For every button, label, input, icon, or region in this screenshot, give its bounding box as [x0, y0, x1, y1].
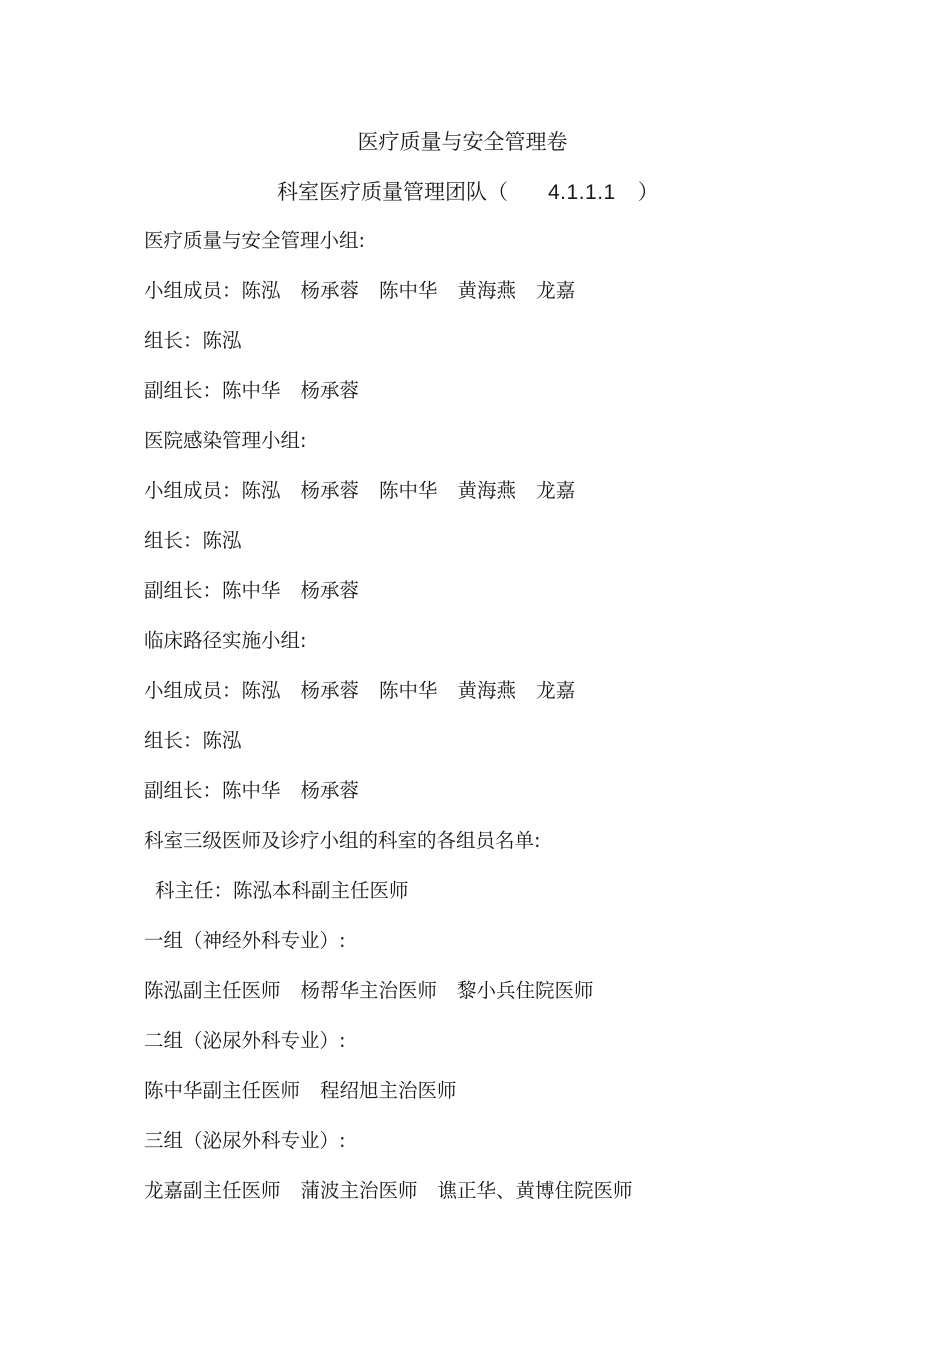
text-line — [144, 276, 904, 326]
subtitle-text-open: 科室医疗质量管理团队（ — [277, 180, 508, 204]
line-part: 程绍旭主治医师 — [320, 1079, 457, 1102]
line-part: 小组成员：陈泓 — [144, 679, 281, 702]
line-part: 龙嘉 — [536, 679, 576, 702]
line-part: 小组成员：陈泓 — [144, 479, 281, 502]
text-line — [144, 1176, 904, 1226]
line-part: 陈中华 — [379, 479, 438, 502]
text-line — [144, 576, 904, 626]
line-part: 陈泓副主任医师 — [144, 979, 281, 1002]
line-part: 副组长：陈中华 — [144, 779, 281, 802]
line-part: 杨承蓉 — [300, 479, 360, 502]
line-part: 医院感染管理小组: — [144, 429, 307, 452]
line-part: 龙嘉 — [536, 479, 576, 502]
line-part: 谯正华、黄博住院医师 — [437, 1179, 633, 1202]
line-part: 黄海燕 — [457, 479, 517, 502]
line-part: 副组长：陈中华 — [144, 579, 281, 602]
text-line — [144, 376, 904, 426]
text-line — [144, 1026, 904, 1076]
line-part: 杨承蓉 — [300, 779, 360, 802]
line-part: 龙嘉 — [536, 279, 576, 302]
line-part: 龙嘉副主任医师 — [144, 1179, 281, 1202]
line-part: 组长：陈泓 — [144, 729, 242, 752]
line-part: 陈中华 — [379, 679, 438, 702]
line-part: 黄海燕 — [457, 279, 517, 302]
line-part: 小组成员：陈泓 — [144, 279, 281, 302]
line-part: 组长：陈泓 — [144, 529, 242, 552]
text-line — [144, 226, 904, 276]
line-part: 黄海燕 — [457, 679, 517, 702]
line-part: 二组（泌尿外科专业）: — [144, 1029, 346, 1052]
line-part: 副组长：陈中华 — [144, 379, 281, 402]
line-part: 三组（泌尿外科专业）: — [144, 1129, 346, 1152]
text-line — [144, 976, 904, 1026]
line-part: 一组（神经外科专业）: — [144, 929, 346, 952]
document-body — [144, 226, 904, 1226]
text-line — [144, 676, 904, 726]
line-part: 医疗质量与安全管理小组: — [144, 229, 366, 252]
line-part: 临床路径实施小组: — [144, 629, 307, 652]
line-part: 杨承蓉 — [300, 579, 360, 602]
text-line — [144, 776, 904, 826]
document-title: 医疗质量与安全管理卷 — [357, 130, 568, 154]
line-part: 组长：陈泓 — [144, 329, 242, 352]
text-line — [144, 476, 904, 526]
text-line — [144, 926, 904, 976]
text-line — [144, 326, 904, 376]
line-part: 科室三级医师及诊疗小组的科室的各组员名单: — [144, 829, 541, 852]
text-line — [144, 1076, 904, 1126]
line-part: 杨承蓉 — [300, 279, 360, 302]
line-part: 杨承蓉 — [300, 679, 360, 702]
text-line — [144, 826, 904, 876]
text-line — [144, 1126, 904, 1176]
line-part: 蒲波主治医师 — [300, 1179, 418, 1202]
line-part: 杨承蓉 — [300, 379, 360, 402]
text-line — [144, 726, 904, 776]
subtitle-text-close: ） — [637, 180, 659, 204]
line-part: 陈中华副主任医师 — [144, 1079, 301, 1102]
text-line — [144, 526, 904, 576]
line-part: 杨帮华主治医师 — [300, 979, 438, 1002]
text-line — [144, 426, 904, 476]
line-part: 陈中华 — [379, 279, 438, 302]
line-part: 科主任：陈泓本科副主任医师 — [155, 879, 409, 902]
document-subtitle — [277, 177, 659, 208]
text-line — [144, 876, 904, 926]
text-line — [144, 626, 904, 676]
subtitle-code: 4.1.1.1 — [548, 181, 616, 204]
line-part: 黎小兵住院医师 — [457, 979, 594, 1002]
